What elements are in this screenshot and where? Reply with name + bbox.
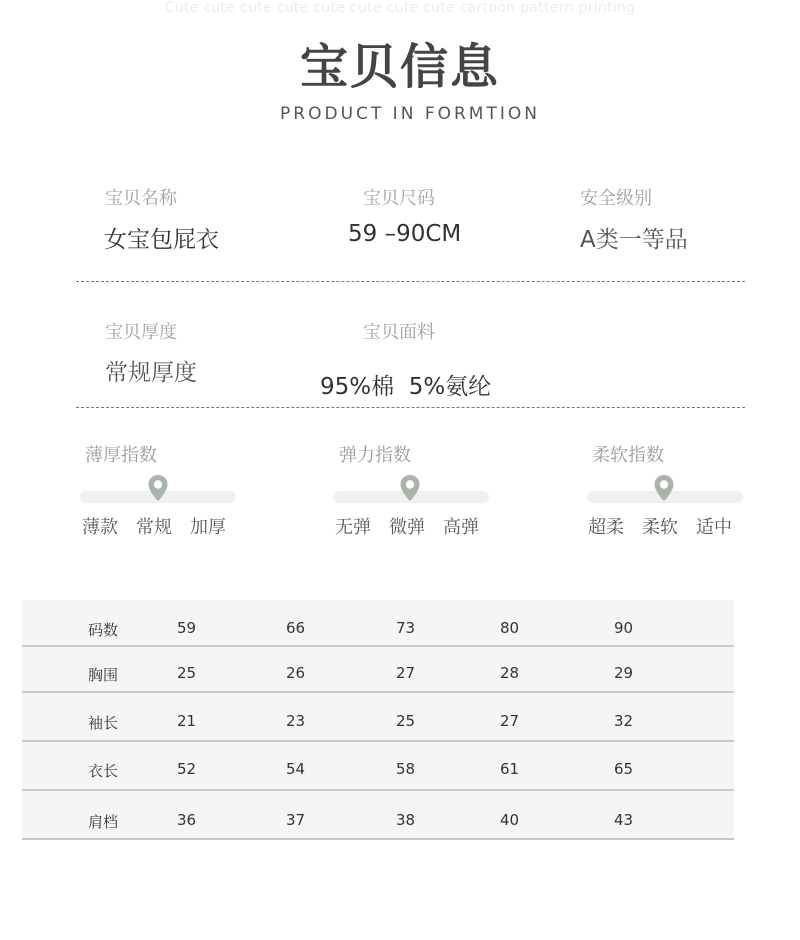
table-row xyxy=(22,693,734,742)
safety-level-label: 安全级别 xyxy=(580,188,652,209)
table-cell: 73 xyxy=(396,619,416,637)
table-row xyxy=(22,742,734,791)
table-cell: 27 xyxy=(396,664,416,682)
thickness-label: 宝贝厚度 xyxy=(105,322,177,343)
table-cell: 23 xyxy=(286,712,306,730)
elasticity-index-title: 弹力指数 xyxy=(339,445,411,466)
info-divider-1 xyxy=(76,281,745,282)
table-row xyxy=(22,647,734,693)
table-cell: 40 xyxy=(500,811,520,829)
table-cell: 25 xyxy=(396,712,416,730)
product-name-label: 宝贝名称 xyxy=(105,188,177,209)
product-size-value: 59 –90CM xyxy=(348,221,462,247)
row-label-chest: 胸围 xyxy=(88,666,119,684)
thickness-index-title: 薄厚指数 xyxy=(85,445,157,466)
table-cell: 28 xyxy=(500,664,520,682)
table-cell: 66 xyxy=(286,619,306,637)
table-cell: 27 xyxy=(500,712,520,730)
table-cell: 59 xyxy=(177,619,197,637)
location-pin-icon xyxy=(653,474,675,502)
location-pin-icon xyxy=(147,474,169,502)
table-cell: 37 xyxy=(286,811,306,829)
softness-option-super-soft: 超柔 xyxy=(588,517,624,538)
table-cell: 54 xyxy=(286,760,306,778)
size-table xyxy=(22,600,734,840)
table-cell: 90 xyxy=(614,619,634,637)
table-cell: 61 xyxy=(500,760,520,778)
elasticity-option-high: 高弹 xyxy=(443,517,479,538)
fabric-label: 宝贝面料 xyxy=(363,322,435,343)
product-size-label: 宝贝尺码 xyxy=(363,188,435,209)
thickness-option-regular: 常规 xyxy=(136,517,172,538)
thickness-value: 常规厚度 xyxy=(105,360,197,386)
table-cell: 38 xyxy=(396,811,416,829)
fabric-value: 95%棉 5%氨纶 xyxy=(320,374,492,400)
page-title: 宝贝信息 xyxy=(299,39,500,95)
table-cell: 25 xyxy=(177,664,197,682)
safety-level-value: A类一等品 xyxy=(580,227,688,253)
table-cell: 36 xyxy=(177,811,197,829)
table-row xyxy=(22,600,734,647)
table-cell: 43 xyxy=(614,811,634,829)
table-row xyxy=(22,791,734,840)
thickness-option-thin: 薄款 xyxy=(82,517,118,538)
thickness-option-thick: 加厚 xyxy=(190,517,226,538)
info-divider-2 xyxy=(76,407,745,408)
elasticity-option-slight: 微弹 xyxy=(389,517,425,538)
elasticity-option-none: 无弹 xyxy=(335,517,371,538)
table-cell: 32 xyxy=(614,712,634,730)
page-subtitle: PRODUCT IN FORMTION xyxy=(280,104,540,124)
row-label-sleeve: 袖长 xyxy=(88,714,119,732)
table-cell: 26 xyxy=(286,664,306,682)
table-cell: 29 xyxy=(614,664,634,682)
softness-option-moderate: 适中 xyxy=(696,517,732,538)
product-name-value: 女宝包屁衣 xyxy=(104,227,219,253)
row-label-shoulder-crotch: 肩档 xyxy=(88,813,119,831)
row-label-length: 衣长 xyxy=(88,762,119,780)
row-label-size: 码数 xyxy=(88,621,119,639)
location-pin-icon xyxy=(399,474,421,502)
table-cell: 58 xyxy=(396,760,416,778)
table-cell: 80 xyxy=(500,619,520,637)
softness-option-soft: 柔软 xyxy=(642,517,678,538)
watermark-text: Cute cute cute cute cute cute cute cute cartoon pattern printing xyxy=(164,0,636,16)
table-cell: 21 xyxy=(177,712,197,730)
softness-index-title: 柔软指数 xyxy=(592,445,664,466)
table-cell: 65 xyxy=(614,760,634,778)
table-cell: 52 xyxy=(177,760,197,778)
